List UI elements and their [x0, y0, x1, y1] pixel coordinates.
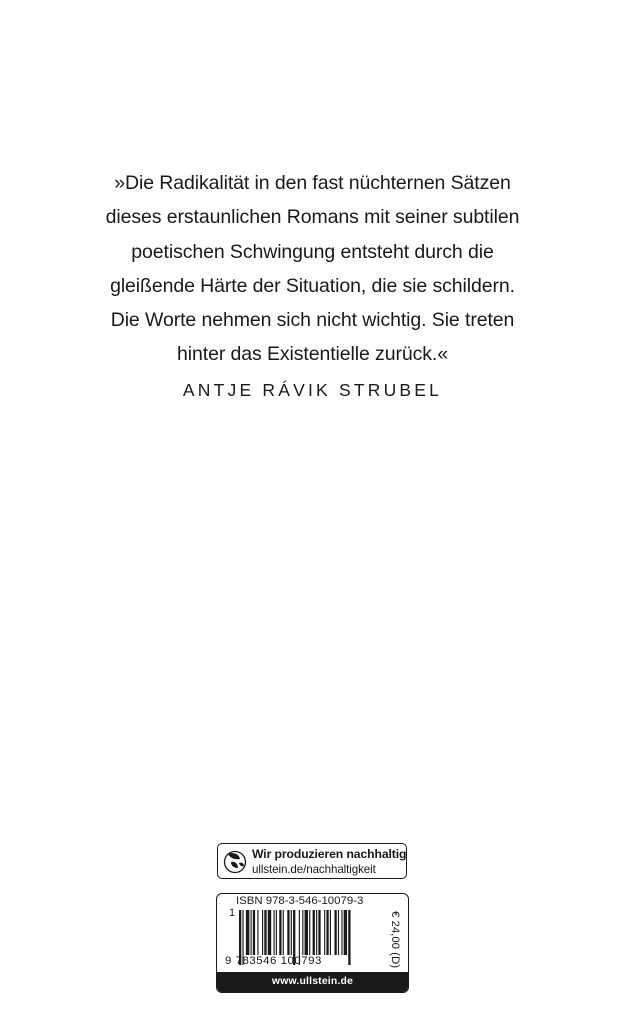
- globe-leaf-icon: [222, 848, 248, 874]
- sustainability-title: Wir produzieren nachhaltig: [252, 847, 407, 861]
- sustainability-url: ullstein.de/nachhaltigkeit: [252, 862, 376, 876]
- quote-line: poetischen Schwingung entsteht durch die: [131, 240, 494, 263]
- quote-line: Die Worte nehmen sich nicht wichtig. Sie treten: [110, 309, 515, 332]
- price-label: € 24,00 (D): [389, 911, 401, 968]
- blurb-quote: [60, 166, 565, 372]
- quote-line: hinter das Existentielle zurück.«: [177, 343, 448, 366]
- isbn-label: ISBN 978-3-546-10079-3: [236, 895, 364, 907]
- quote-line: dieses erstaunlichen Romans mit seiner subtilen: [105, 206, 520, 229]
- publisher-website: www.ullstein.de: [217, 972, 408, 992]
- barcode-panel: [216, 893, 409, 993]
- barcode-lead-digit: 1: [229, 907, 236, 919]
- quote-line: »Die Radikalität in den fast nüchternen Sätzen: [114, 172, 511, 194]
- quote-line: gleißende Härte der Situation, die sie schildern.: [110, 274, 515, 297]
- quote-author: ANTJE RÁVIK STRUBEL: [182, 380, 443, 400]
- sustainability-badge: [217, 843, 407, 879]
- barcode-digits: 9 783546 100793: [225, 955, 322, 967]
